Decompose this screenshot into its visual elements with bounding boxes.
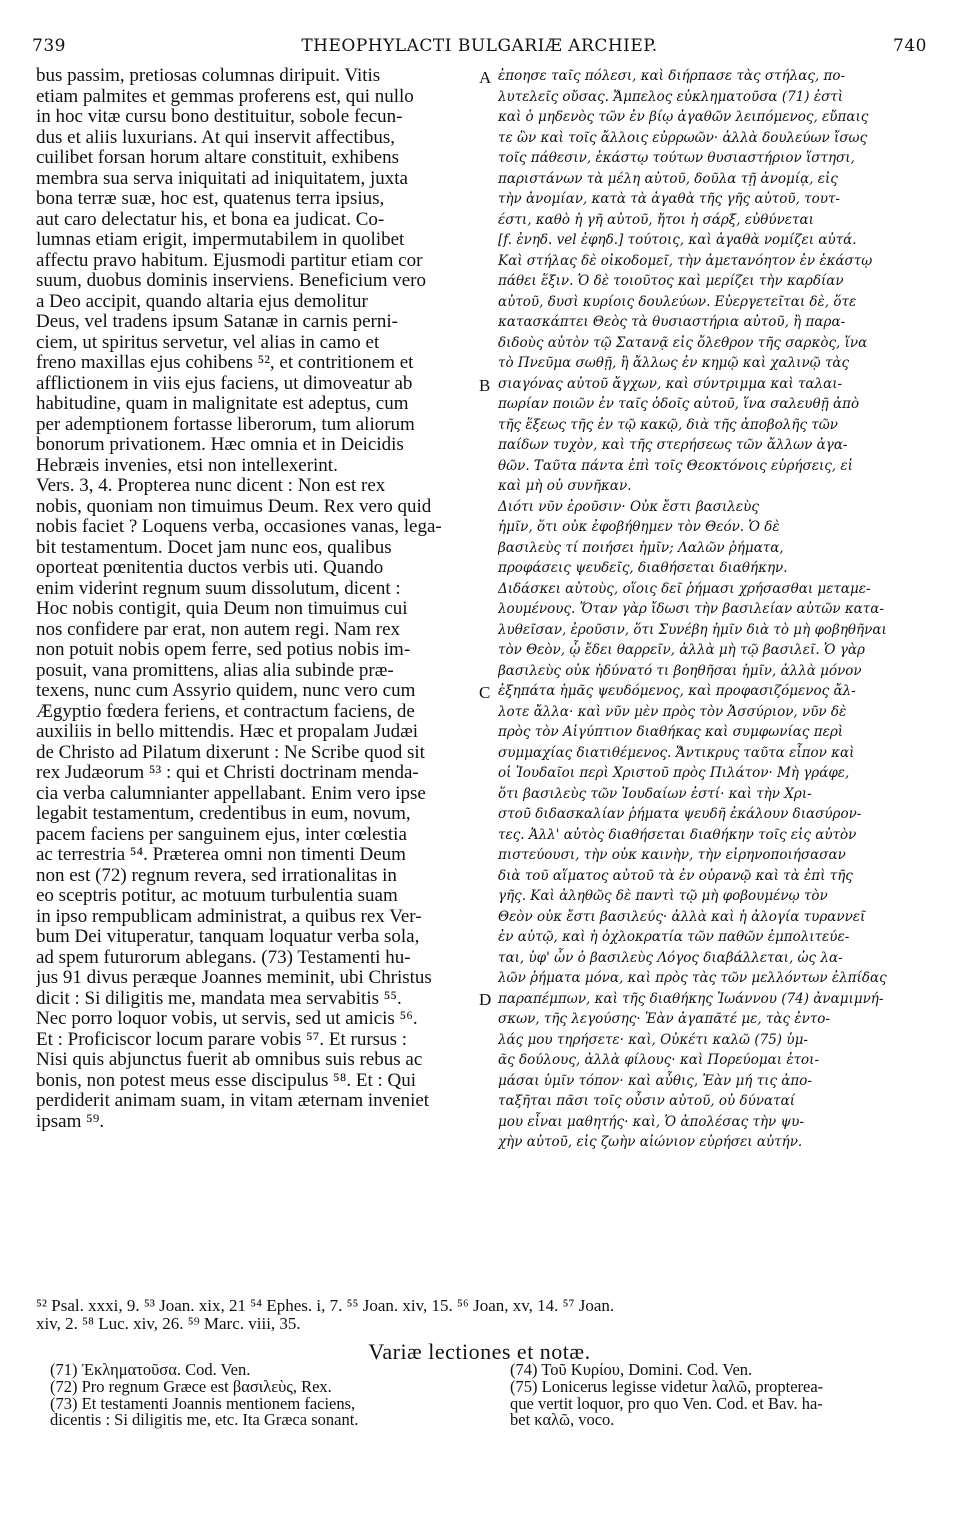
latin-line: afflictionem in viis ejus faciens, ut dimoveatur ab	[36, 373, 413, 394]
greek-line: σκων, τῆς λεγούσης· Ἐὰν ἀγαπᾶτέ με, τὰς ἐντο-	[498, 1011, 830, 1027]
greek-line: διὰ τοῦ αἵματος αὐτοῦ τὰ ἐν οὐρανῷ καὶ τὰ ἐπὶ τῆς	[498, 867, 853, 884]
variant-note-line: (75) Lonicerus legisse videtur λαλῶ, propterea-	[510, 1376, 824, 1396]
greek-line: ἐποησε ταῖς πόλεσι, καὶ διήρπασε τὰς στήλας, πο-	[498, 68, 846, 84]
running-title: THEOPHYLACTI BULGARIÆ ARCHIEP.	[301, 36, 658, 56]
greek-line: Διότι νῦν ἐροῦσιν· Οὐκ ἔστι βασιλεὺς	[498, 498, 759, 515]
margin-letter-d: D	[479, 990, 492, 1009]
greek-line: βασιλεὺς οὐκ ἠδύνατό τι βοηθῆσαι ἡμῖν, ἀλλὰ μόνον	[498, 662, 862, 679]
latin-line: de Christo ad Pilatum dixerunt : Ne Scribe quod sit	[36, 742, 425, 763]
greek-line: τες. Ἀλλ' αὐτὸς διαθήσεται διαθήκην τοῖς εἰς αὐτὸν	[498, 826, 857, 843]
greek-line: τοῖς πάθεσιν, ἑκάστῳ τούτων θυσιαστήριον ἵστησι,	[498, 150, 855, 166]
greek-line: τὸ Πνεῦμα σωθῇ, ἢ ἄλλως ἐν κημῷ καὶ χαλινῷ τὰς	[498, 355, 850, 371]
margin-letter-a: A	[479, 68, 492, 87]
greek-line: λῶν ῥήματα μόνα, καὶ πρὸς τὰς τῶν μελλόντων ἐλπίδας	[498, 970, 887, 986]
latin-line: texens, nunc cum Assyrio quidem, nunc vero cum	[36, 681, 416, 701]
latin-line: Et : Proficiscor locum parare vobis ⁵⁷. Et rursus :	[36, 1029, 408, 1050]
greek-line: ἐν αὐτῷ, καὶ ἡ ὀχλοκρατία τῶν παθῶν ἐμπολιτεύε-	[498, 929, 850, 945]
latin-line: in hoc vitæ cursu bono destituitur, sobole fecun-	[36, 107, 403, 127]
greek-line: γῆς. Καὶ ἀληθῶς δὲ παντὶ τῷ μὴ φοβουμένῳ τὸν	[498, 888, 828, 904]
latin-line: aut caro delectatur his, et bona ea judicat. Co-	[36, 209, 385, 230]
latin-line: Nisi quis abjunctus fuerit ab omnibus suis rebus ac	[36, 1050, 423, 1070]
page-number-right: 740	[893, 36, 927, 56]
latin-line: ad spem futurorum ablegans. (73) Testamenti hu-	[36, 947, 411, 968]
latin-line: posuit, vana promittens, alias alia subinde præ-	[36, 660, 394, 681]
greek-line: ᾶς δούλους, ἀλλὰ φίλους· καὶ Πορεύομαι ἑτοι-	[498, 1052, 820, 1068]
latin-line: cuilibet forsan horum altare constituit, exhibens	[36, 148, 400, 168]
footnote-reference-line: ⁵² Psal. xxxi, 9. ⁵³ Joan. xix, 21 ⁵⁴ Ephes. i, 7. ⁵⁵ Joan. xiv, 15. ⁵⁶ Joan, xv, 14. ⁵⁷ Joan.	[36, 1296, 615, 1315]
latin-line: Ægyptio fœdera feriens, et contractum faciens, de	[36, 701, 415, 722]
greek-column	[498, 66, 928, 1153]
latin-line: etiam palmites et gemmas proferens est, qui nullo	[36, 86, 414, 107]
running-header	[32, 36, 927, 60]
greek-line: στοῦ διδασκαλίαν ῥήματα ψευδῆ ἐκάλουν διασύρον-	[498, 806, 862, 822]
latin-line: in ipso rempublicam administrat, a quibus rex Ver-	[36, 906, 422, 927]
latin-line: dicit : Si diligitis me, mandata mea servabitis ⁵⁵.	[36, 988, 402, 1009]
greek-line: λυθεῖσαν, ἐροῦσιν, ὅτι Συνέβη ἡμῖν διὰ τὸ μὴ φοβηθῆναι	[498, 621, 887, 638]
latin-line: non potuit nobis opem ferre, sed potius nobis im-	[36, 640, 411, 660]
greek-line: καὶ μὴ οὐ συνῆκαν.	[498, 478, 632, 494]
variant-note-line: dicentis : Si diligitis me, etc. Ita Græca sonant.	[50, 1410, 359, 1430]
page-number-left: 739	[32, 36, 66, 56]
latin-line: nobis, quoniam non timuimus Deum. Rex vero quid	[36, 496, 432, 517]
latin-line: rex Judæorum ⁵³ : qui et Christi doctrinam menda-	[36, 763, 419, 783]
latin-line: perdiderit animam suam, in vitam æternam inveniet	[36, 1091, 430, 1111]
latin-line: affectu pravo habitum. Ejusmodi partitur etiam cor	[36, 250, 423, 271]
greek-line: πρὸς τὸν Αἰγύπτιον διαθήκας καὶ συμφωνίας περὶ	[498, 724, 844, 740]
latin-line: Vers. 3, 4. Propterea nunc dicent : Non est rex	[36, 476, 386, 496]
greek-line: τὸν Θεὸν, ᾧ ἔδει θαρρεῖν, ἀλλὰ μὴ τῷ βασιλεῖ. Ὁ γὰρ	[498, 642, 865, 658]
latin-line: Hoc nobis contigit, quia Deum non timuimus cui	[36, 599, 408, 619]
greek-line: βασιλεὺς τί ποιήσει ἡμῖν; Λαλῶν ῥήματα,	[498, 539, 784, 556]
variant-note-line: bet καλῶ, voco.	[510, 1410, 615, 1430]
latin-line: nobis faciet ? Loquens verba, occasiones vanas, lega-	[36, 517, 442, 537]
latin-line: Nec porro loquor vobis, ut servis, sed ut amicis ⁵⁶.	[36, 1009, 418, 1029]
variant-note-line: (74) Τοῦ Κυρίου, Domini. Cod. Ven.	[510, 1360, 753, 1379]
margin-letter-b: B	[479, 376, 491, 395]
greek-line: τῆς ἕξεως τῆς ἐν τῷ κακῷ, διὰ τῆς ἀποβολῆς τῶν	[498, 416, 838, 433]
latin-line: legabit testamentum, credentibus in eum, novum,	[36, 804, 411, 824]
footnote-references	[36, 1297, 931, 1333]
greek-line: Διδάσκει αὐτοὺς, οἵοις δεῖ ῥήμασι χρήσασθαι μεταμε-	[498, 580, 871, 597]
notes-right-column	[510, 1362, 930, 1429]
greek-line: λυτελεῖς οὔσας. Ἄμπελος εὐκληματοῦσα (71) ἐστὶ	[498, 88, 844, 105]
greek-line: διδοὺς αὐτὸν τῷ Σατανᾷ εἰς ὄλεθρον τῆς σαρκὸς, ἵνα	[498, 334, 868, 351]
variant-note-line: (71) Ἐκληματοῦσα. Cod. Ven.	[50, 1360, 251, 1379]
greek-line: Καὶ στήλας δὲ οἰκοδομεῖ, τὴν ἀμετανόητον ἐν ἑκάστῳ	[498, 252, 873, 269]
greek-line: ἐξηπάτα ἡμᾶς ψευδόμενος, καὶ προφασιζόμενος ἄλ-	[498, 683, 856, 699]
greek-line: συμμαχίας διατιθέμενος. Ἄντικρυς ταῦτα εἶπον καὶ	[498, 744, 855, 761]
greek-line: πάθει ἕξιν. Ὁ δὲ τοιοῦτος καὶ μερίζει τὴν καρδίαν	[498, 273, 844, 289]
greek-line: τε ὢν καὶ τοῖς ἄλλοις εὐρρωῶν· ἀλλὰ δουλεύων ἴσως	[498, 129, 868, 146]
greek-line: παίδων τυχὸν, καὶ τῆς στερήσεως τῶν ἄλλων ἀγα-	[498, 437, 848, 453]
latin-line: oporteat pœnitentia ductos verbis uti. Quando	[36, 558, 384, 578]
greek-line: μου εἶναι μαθητής· καὶ, Ὁ ἀπολέσας τὴν ψυ-	[498, 1113, 804, 1130]
greek-line: πωρίαν ποιῶν ἐν ταῖς ὁδοῖς αὐτοῦ, ἵνα σαλευθῇ ἀπὸ	[498, 396, 860, 412]
greek-line: χὴν αὐτοῦ, εἰς ζωὴν αἰώνιον εὑρήσει αὐτήν.	[498, 1134, 803, 1150]
latin-line: Hebræis invenies, etsi non intellexerint.	[36, 455, 338, 476]
latin-line: bus passim, pretiosas columnas diripuit. Vitis	[36, 66, 381, 86]
greek-line: ἡμῖν, ὅτι οὐκ ἐφοβήθημεν τὸν Θεόν. Ὁ δὲ	[498, 519, 780, 535]
notes-left-column	[50, 1362, 490, 1429]
greek-line: τὴν ἀνομίαν, κατὰ τὰ ἀγαθὰ τῆς γῆς αὐτοῦ, τουτ-	[498, 191, 840, 207]
latin-line: a Deo accipit, quando altaria ejus demolitur	[36, 291, 368, 312]
greek-line: προφάσεις ψευδεῖς, διαθήσεται διαθήκην.	[498, 560, 788, 576]
footnote-reference-line: xiv, 2. ⁵⁸ Luc. xiv, 26. ⁵⁹ Marc. viii, 35.	[36, 1314, 301, 1333]
greek-line: ταξῆται πᾶσι τοῖς οὖσιν αὐτοῦ, οὐ δύναταί	[498, 1093, 796, 1109]
latin-line: pacem faciens per sanguinem ejus, inter cœlestia	[36, 824, 407, 845]
latin-line: bonis, non potest meus esse discipulus ⁵⁸. Et : Qui	[36, 1070, 417, 1091]
latin-line: bonorum privationem. Hæc omnia et in Deicidis	[36, 435, 404, 455]
latin-column	[36, 66, 472, 1132]
latin-line: nos confidere par erat, non autem regi. Nam rex	[36, 619, 401, 640]
latin-line: freno maxillas ejus cohibens ⁵², et contritionem et	[36, 353, 414, 373]
margin-letter-c: C	[479, 683, 491, 702]
greek-line: καὶ ὁ μηδενὸς τῶν ἐν βίῳ ἀγαθῶν λειπόμενος, εὔπαις	[498, 109, 869, 125]
latin-line: ac terrestria ⁵⁴. Præterea omni non timenti Deum	[36, 845, 406, 865]
greek-line: λουμένους. Ὅταν γὰρ ἴδωσι τὴν βασιλείαν αὐτῶν κατα-	[498, 601, 884, 617]
greek-line: [f. ἐνηδ. vel ἐφηδ.] τούτοις, καὶ ἀγαθὰ νομίζει αὐτά.	[498, 232, 857, 248]
latin-line: jus 91 divus peræque Joannes meminit, ubi Christus	[36, 968, 432, 988]
latin-line: bit testamentum. Docet jam nunc eos, qualibus	[36, 537, 392, 558]
latin-line: bum Dei vituperatur, tanquam loquatur verba sola,	[36, 927, 420, 947]
greek-line: κατασκάπτει Θεὸς τὰ θυσιαστήρια αὐτοῦ, ἢ παρα-	[498, 314, 846, 330]
latin-line: cia verba calumnianter appellabant. Enim vero ipse	[36, 783, 426, 804]
greek-line: αὐτοῦ, δυσὶ κυρίοις δουλεύων. Εὐεργετεῖται δὲ, ὅτε	[498, 293, 857, 310]
latin-line: suum, duobus dominis inserviens. Beneficium vero	[36, 271, 426, 291]
greek-line: έστι, καθὸ ἡ γῆ αὐτοῦ, ἤτοι ἡ σάρξ, εὐθύνεται	[498, 211, 814, 228]
greek-line: πιστεύουσι, τὴν οὐκ καινὴν, τὴν εἰρηνοποιήσασαν	[498, 847, 846, 863]
latin-line: lumnas etiam erigit, impermutabilem in quolibet	[36, 230, 405, 250]
latin-line: ciem, ut spiritus servetur, vel alias in camo et	[36, 332, 380, 353]
greek-line: παριστάνων τὰ μέλη αὐτοῦ, δοῦλα τῇ ἀνομίᾳ, εἰς	[498, 170, 838, 187]
latin-line: Deus, vel tradens ipsum Satanæ in carnis perni-	[36, 312, 398, 332]
greek-line: λοτε ἄλλα· καὶ νῦν μὲν πρὸς τὸν Ἀσσύριον, νῦν δὲ	[498, 703, 847, 720]
variant-note-line: (73) Et testamenti Joannis mentionem faciens,	[50, 1393, 356, 1413]
greek-line: θῶν. Ταῦτα πάντα ἐπὶ τοῖς Θεοκτόνοις εὑρήσεις, εἰ	[498, 457, 853, 474]
latin-line: per ademptionem fortasse liberorum, tum aliorum	[36, 414, 415, 435]
greek-line: σιαγόνας αὐτοῦ ἄγχων, καὶ σύντριμμα καὶ ταλαι-	[498, 375, 843, 392]
greek-line: λάς μου τηρήσετε· καὶ, Οὐκέτι καλῶ (75) ὑμ-	[498, 1031, 808, 1048]
latin-line: habitudine, quam in malignitate est adeptus, cum	[36, 394, 409, 414]
greek-line: παραπέμπων, καὶ τῆς διαθήκης Ἰωάννου (74) ἀναμιμνή-	[498, 990, 884, 1007]
greek-line: ὅτι βασιλεὺς τῶν Ἰουδαίων ἐστί· καὶ τὴν Χρι-	[498, 785, 812, 802]
variant-note-line: que vertit loquor, pro quo Ven. Cod. et Bav. ha-	[510, 1393, 823, 1413]
greek-line: μάσαι ὑμῖν τόπον· καὶ αὖθις, Ἐὰν μή τις ἀπο-	[498, 1072, 812, 1089]
latin-line: membra sua serva iniquitati ad iniquitatem, juxta	[36, 168, 408, 189]
greek-line: οἱ Ἰουδαῖοι περὶ Χριστοῦ πρὸς Πιλάτον· Μὴ γράφε,	[498, 765, 850, 781]
latin-line: ipsam ⁵⁹.	[36, 1111, 105, 1132]
greek-line: Θεὸν οὐκ ἔστι βασιλεύς· ἀλλὰ καὶ ἡ ἀλογία τυραννεῖ	[498, 908, 866, 925]
latin-line: dus et aliis luxurians. At qui inservit affectibus,	[36, 127, 396, 148]
latin-line: eo sceptris potitur, ac motuum turbulentia suam	[36, 886, 398, 906]
greek-line: ται, ὑφ' ὧν ὁ βασιλεὺς Λόγος διαβάλλεται, ὡς λα-	[498, 949, 843, 966]
latin-line: enim viderint regnum suum dissolutum, dicent :	[36, 578, 401, 599]
latin-line: auxiliis in bello mittendis. Hæc et propalam Judæi	[36, 722, 419, 742]
latin-line: non est (72) regnum revera, sed irrationalitas in	[36, 865, 397, 886]
latin-line: bona terræ suæ, hoc est, quatenus terra ipsius,	[36, 189, 385, 209]
variae-lectiones-title: Variæ lectiones et notæ.	[368, 1339, 591, 1364]
variant-note-line: (72) Pro regnum Græce est βασιλεὺς, Rex.	[50, 1376, 332, 1396]
